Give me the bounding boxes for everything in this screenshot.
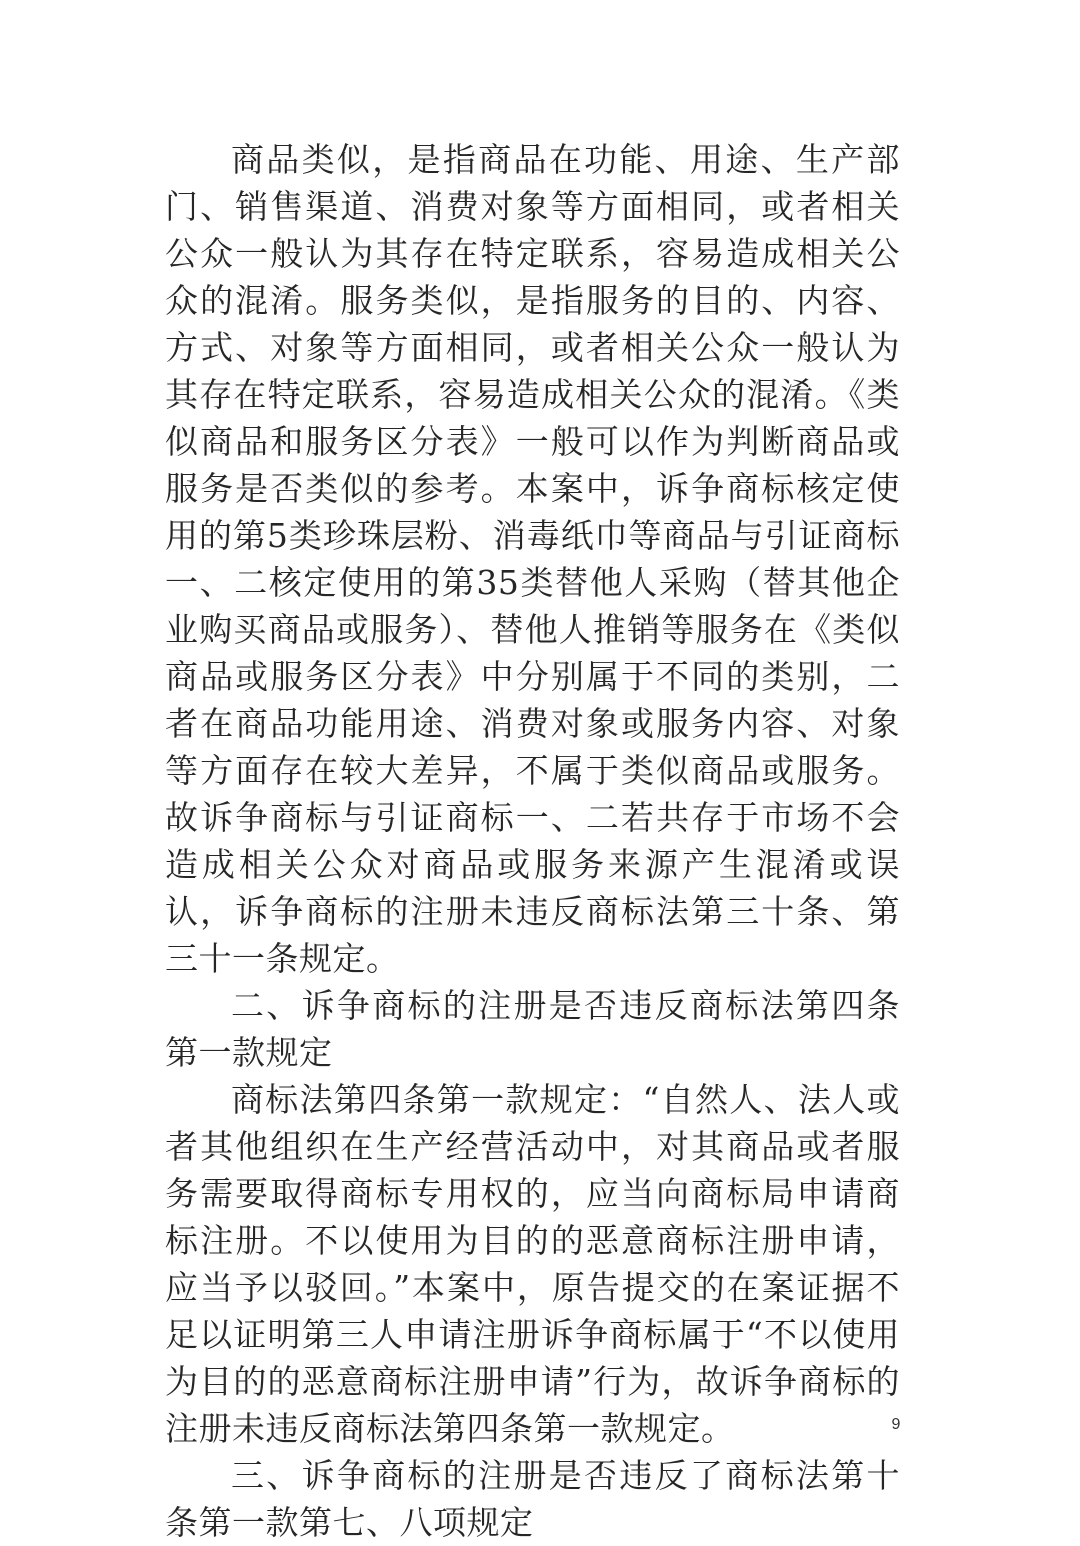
section-heading-3: 三、诉争商标的注册是否违反了商标法第十条第一款第七、八项规定 [165, 1456, 900, 1542]
document-body [165, 136, 900, 1546]
paragraph-similar-goods: 商品类似，是指商品在功能、用途、生产部门、销售渠道、消费对象等方面相同，或者相关公众一般认为其存在特定联系，容易造成相关公众的混淆。服务类似，是指服务的目的、内容、方式、对象等方面相同，或者相关公众一般认为其存在特定联系，容易造成相关公众的混淆。《类似商品和服务区分表》一般可以作为判断商品或服务是否类似的参考。本案中，诉争商标核定使用的第5类珍珠层粉、消毒纸巾等商品与引证商标一、二核定使用的第35类替他人采购（替其他企业购买商品或服务）、替他人推销等服务在《类似商品或服务区分表》中分别属于不同的类别，二者在商品功能用途、消费对象或服务内容、对象等方面存在较大差异，不属于类似商品或服务。故诉争商标与引证商标一、二若共存于市场不会造成相关公众对商品或服务来源产生混淆或误认，诉争商标的注册未违反商标法第三十条、第三十一条规定。 [165, 140, 900, 978]
page-number: 9 [891, 1416, 901, 1433]
section-heading-2: 二、诉争商标的注册是否违反商标法第四条第一款规定 [165, 986, 900, 1072]
paragraph-article-4: 商标法第四条第一款规定：“自然人、法人或者其他组织在生产经营活动中，对其商品或者服务需要取得商标专用权的，应当向商标局申请商标注册。不以使用为目的的恶意商标注册申请，应当予以驳回。”本案中，原告提交的在案证据不足以证明第三人申请注册诉争商标属于“不以使用为目的的恶意商标注册申请”行为，故诉争商标的注册未违反商标法第四条第一款规定。 [165, 1080, 900, 1448]
